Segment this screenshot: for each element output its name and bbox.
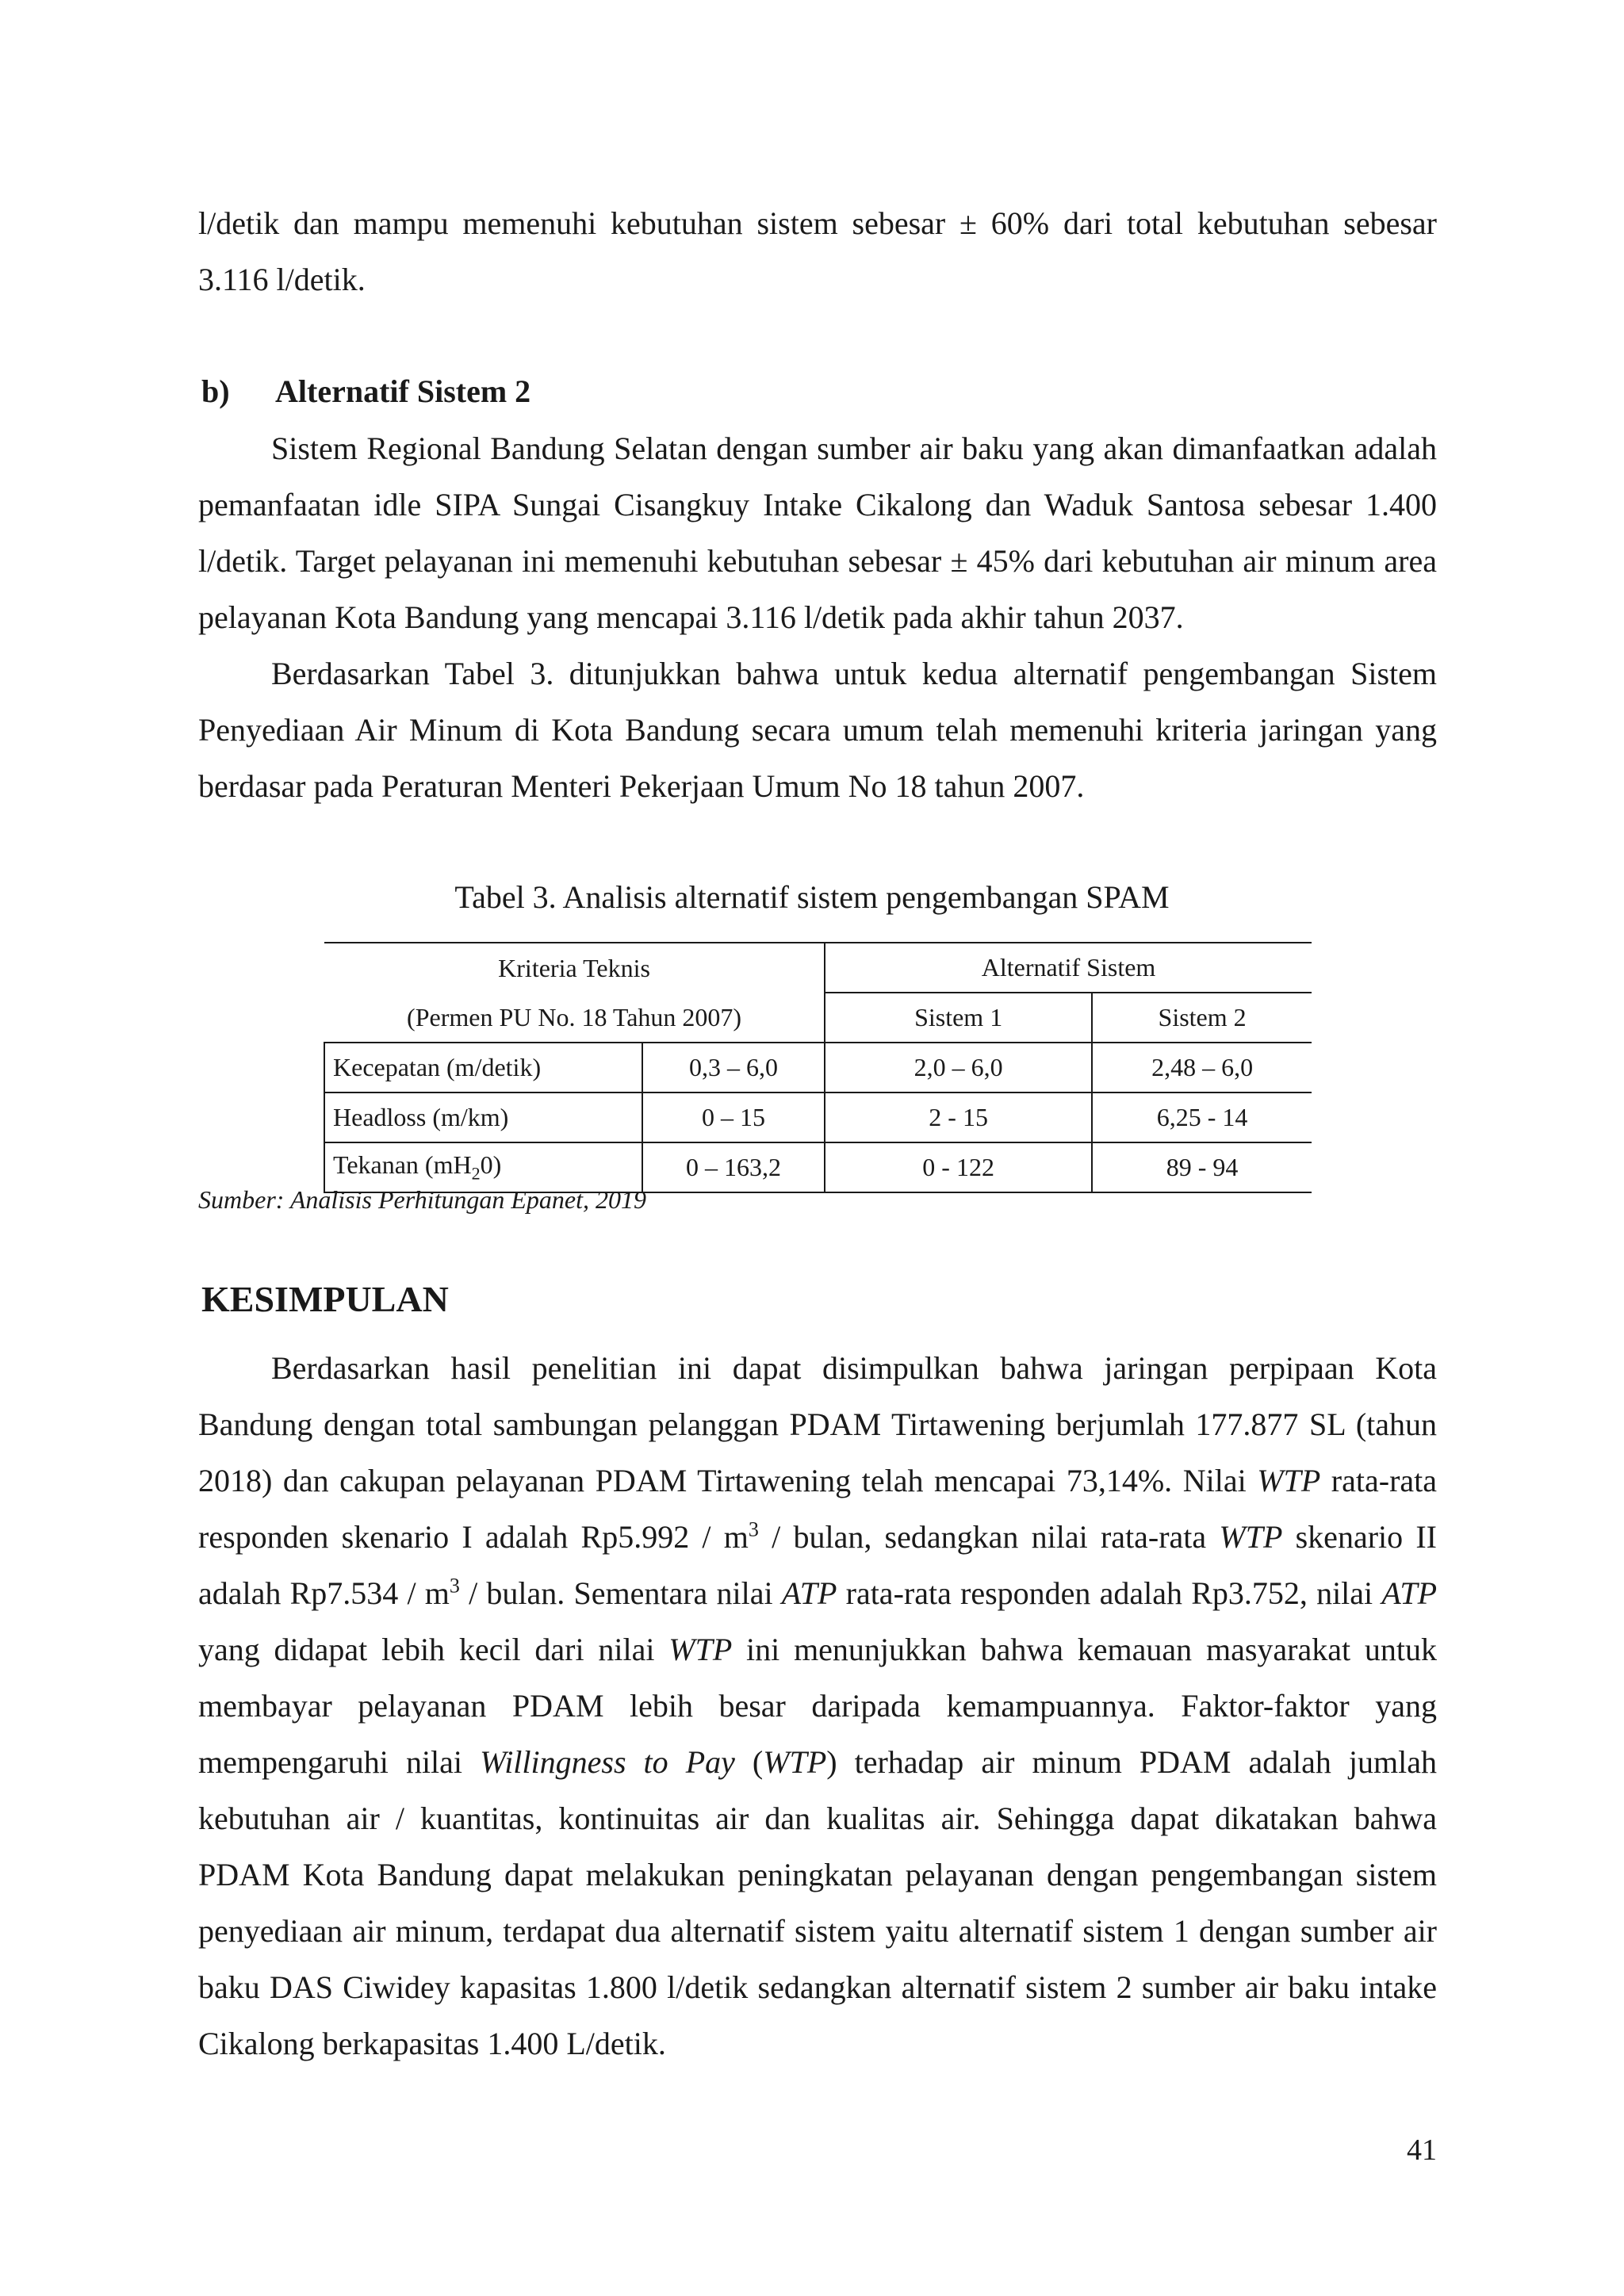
conclusion-paragraph: Berdasarkan hasil penelitian ini dapat disimpulkan bahwa jaringan perpipaan Kota Bandung dengan total sambungan pelanggan PDAM Tirtawening berjumlah 177.877 SL (tahun 2018) dan cakupan pelayanan PDAM Tirtawening telah mencapai 73,14%. Nilai WTP rata-rata responden skenario I adalah $Rp5.992 / m^3$ / bulan, sedangkan nilai rata-rata WTP skenario II adalah $Rp7.534 / m^3$ / bulan. Sementara nilai ATP rata-rata responden adalah Rp3.752, nilai ATP yang didapat lebih kecil dari nilai WTP ini menunjukkan bahwa kemauan masyarakat untuk membayar pelayanan PDAM lebih besar daripada kemampuannya. Faktor-faktor yang mempengaruhi nilai Willingness to Pay (WTP) terhadap air minum PDAM adalah jumlah kebutuhan air / kuantitas, kontinuitas air dan kualitas air. Sehingga dapat dikatakan bahwa PDAM Kota Bandung dapat melakukan peningkatan pelayanan dengan pengembangan sistem penyediaan air minum, terdapat dua alternatif sistem yaitu alternatif sistem 1 dengan sumber air baku DAS Ciwidey kapasitas 1.800 l/detik sedangkan alternatif sistem 2 sumber air baku intake Cikalong berkapasitas 1.400 L/detik. bbox=[198, 1350, 1438, 2061]
cell-system-2: 2,48 – 6,0 bbox=[1092, 1043, 1312, 1093]
cell-system-2: 6,25 - 14 bbox=[1092, 1093, 1312, 1142]
table-row bbox=[324, 1043, 1312, 1093]
section-b-label: b) bbox=[201, 373, 230, 409]
cell-param: Tekanan $(mH_20)$ bbox=[324, 1142, 642, 1192]
cell-standard: 0 – 15 bbox=[642, 1093, 825, 1142]
cell-standard: 0,3 – 6,0 bbox=[642, 1043, 825, 1093]
table-source: Sumber: Analisis Perhitungan Epanet, 2019 bbox=[198, 1185, 647, 1214]
section-b-paragraph-1: Sistem Regional Bandung Selatan dengan sumber air baku yang akan dimanfaatkan adalah pemanfaatan idle SIPA Sungai Cisangkuy Intake Cikalong dan Waduk Santosa sebesar 1.400 l/detik. Target pelayanan ini memenuhi kebutuhan sebesar ± 45% dari kebutuhan air minum area pelayanan Kota Bandung yang mencapai 3.116 l/detik pada akhir tahun 2037. bbox=[198, 430, 1437, 635]
cell-system-1: 2 - 15 bbox=[825, 1093, 1092, 1142]
cell-system-2: 89 - 94 bbox=[1092, 1142, 1312, 1192]
header-criteria-regulation: (Permen PU No. 18 Tahun 2007) bbox=[407, 1002, 742, 1031]
cell-standard: 0 – 163,2 bbox=[642, 1142, 825, 1192]
header-alternatives: Alternatif Sistem bbox=[825, 943, 1312, 993]
table-row bbox=[324, 1093, 1312, 1142]
section-b-paragraph-2: Berdasarkan Tabel 3. ditunjukkan bahwa untuk kedua alternatif pengembangan Sistem Penyediaan Air Minum di Kota Bandung secara umum telah memenuhi kriteria jaringan yang berdasar pada Peraturan Menteri Pekerjaan Umum No 18 tahun 2007. bbox=[198, 656, 1437, 804]
header-system-2: Sistem 2 bbox=[1092, 993, 1312, 1043]
analysis-table bbox=[324, 942, 1312, 1193]
cell-param: Kecepatan (m/detik) bbox=[324, 1043, 642, 1093]
intro-paragraph: l/detik dan mampu memenuhi kebutuhan sistem sebesar ± 60% dari total kebutuhan sebesar 3.116 l/detik. bbox=[198, 205, 1437, 297]
section-b-title: Alternatif Sistem 2 bbox=[275, 373, 531, 409]
conclusion-heading: KESIMPULAN bbox=[201, 1279, 449, 1319]
page-number: 41 bbox=[1407, 2133, 1437, 2167]
header-criteria: Kriteria Teknis bbox=[498, 953, 650, 982]
cell-param: Headloss (m/km) bbox=[324, 1093, 642, 1142]
table-caption: Tabel 3. Analisis alternatif sistem pengembangan SPAM bbox=[454, 879, 1170, 915]
section-b-heading bbox=[201, 373, 530, 410]
cell-system-1: 2,0 – 6,0 bbox=[825, 1043, 1092, 1093]
cell-system-1: 0 - 122 bbox=[825, 1142, 1092, 1192]
header-system-1: Sistem 1 bbox=[825, 993, 1092, 1043]
